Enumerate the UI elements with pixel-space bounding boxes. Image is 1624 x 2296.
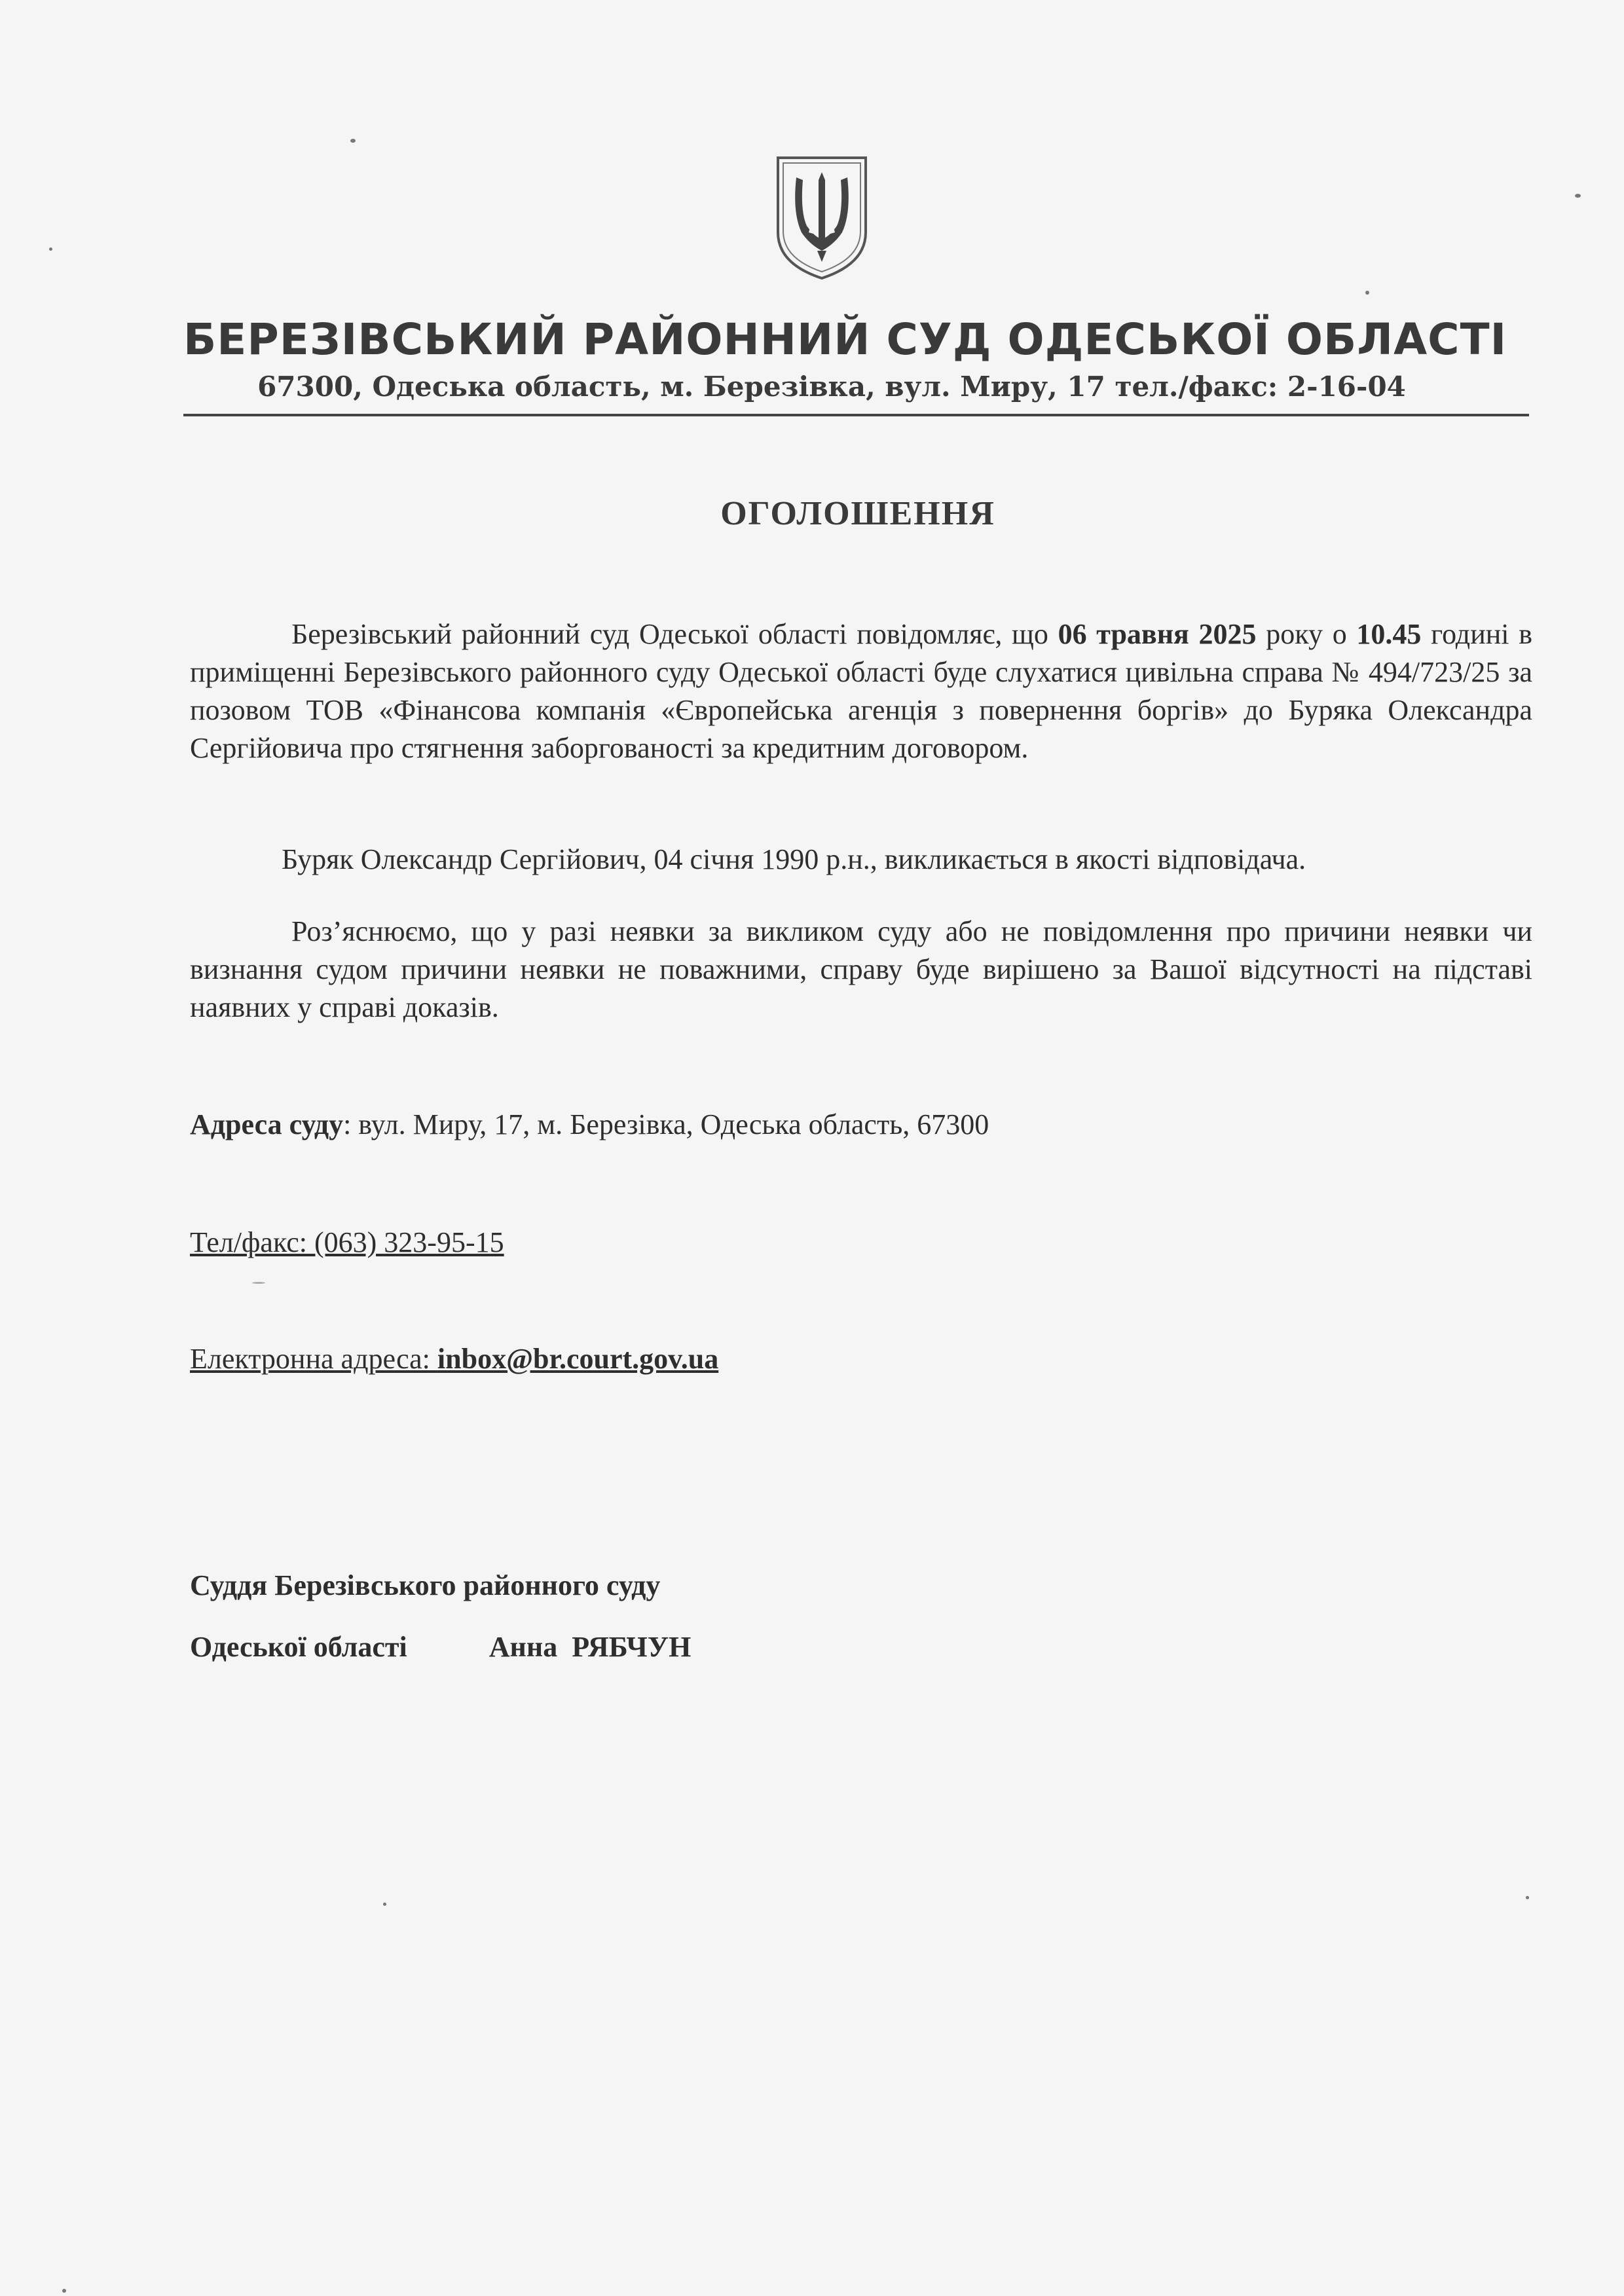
phone-label: Тел/факс: [190, 1226, 314, 1258]
scan-speck [1526, 1896, 1529, 1899]
scan-speck [383, 1903, 386, 1906]
announcement-text: року о [1256, 618, 1357, 650]
summons-text: Буряк Олександр Сергійович, 04 січня 1990 р.н., викликається в якості відповідача. [282, 843, 1306, 875]
document-title: ОГОЛОШЕННЯ [720, 495, 995, 532]
email-label: Електронна адреса: [190, 1343, 437, 1375]
clarification-text: Роз’яснюємо, що у разі неявки за викликом суду або не повідомлення про причини неявки чи визнання судом причини неявки не поважними, справу буде вирішено за Вашої відсутності на підставі наявних у справі доказів. [190, 915, 1532, 1023]
scan-speck [1365, 291, 1369, 295]
trident-emblem-icon [773, 154, 871, 282]
scan-speck [49, 247, 52, 251]
announcement-paragraph [190, 615, 1532, 767]
scan-speck [62, 2289, 66, 2293]
judge-name: Анна РЯБЧУН [489, 1631, 692, 1663]
address-label: Адреса суду [190, 1108, 344, 1140]
clarification-paragraph [190, 913, 1532, 1027]
scan-speck [252, 1282, 265, 1284]
signature-name-line [190, 1630, 691, 1664]
signature-title: Суддя Березівського районного суду [190, 1569, 661, 1601]
court-name-heading: БЕРЕЗІВСЬКИЙ РАЙОННИЙ СУД ОДЕСЬКОЇ ОБЛАСТІ [183, 314, 1507, 365]
email-contact [190, 1342, 718, 1376]
court-address-line: 67300, Одеська область, м. Березівка, вул. Миру, 17 тел./факс: 2-16-04 [257, 371, 1406, 403]
court-address-contact [190, 1108, 989, 1141]
announcement-text: годині в приміщенні Березівського районного суду Одеської області буде слухатися цивільна справа № 494/723/25 за позовом ТОВ «Фінансова компанія «Європейська агенція з повернення боргів» до Буряка Олександра Сергійовича про стягнення заборгованості за кредитним договором. [190, 618, 1532, 764]
phone-contact [190, 1226, 504, 1259]
scan-speck [350, 139, 356, 143]
hearing-time: 10.45 [1356, 618, 1422, 650]
header-divider [183, 414, 1529, 416]
scan-speck [1575, 194, 1581, 198]
address-value: : вул. Миру, 17, м. Березівка, Одеська область, 67300 [343, 1108, 989, 1140]
summons-paragraph [190, 841, 1532, 879]
hearing-date: 06 травня 2025 [1058, 618, 1257, 650]
announcement-text: Березівський районний суд Одеської області повідомляє, що [291, 618, 1058, 650]
phone-value: (063) 323-95-15 [314, 1226, 504, 1258]
signature-region: Одеської області [190, 1631, 407, 1663]
email-link[interactable]: inbox@br.court.gov.ua [437, 1343, 719, 1375]
